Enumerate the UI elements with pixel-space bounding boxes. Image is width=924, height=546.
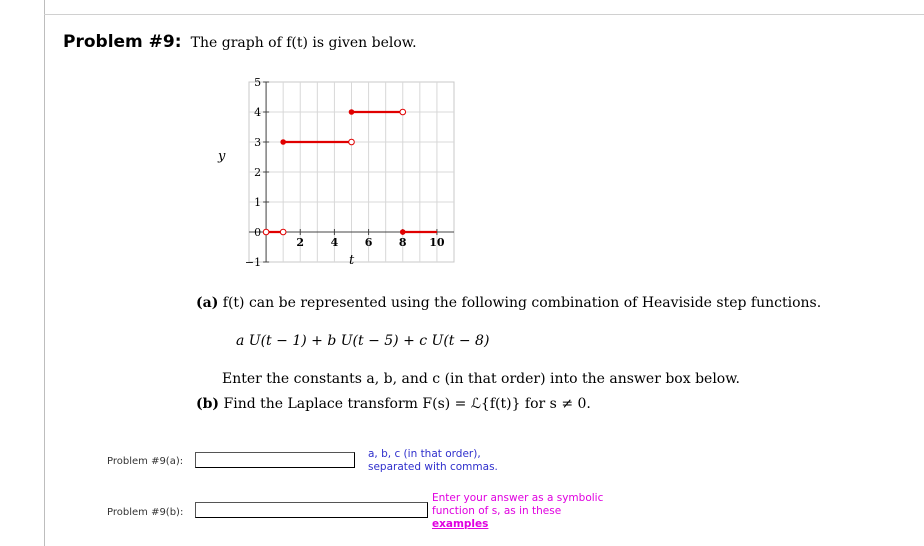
x-tick-label: 10 (429, 236, 445, 249)
problem-header (63, 32, 417, 52)
x-tick-label: 8 (398, 236, 407, 249)
problem-number: Problem #9: (63, 32, 182, 52)
x-tick-label: 6 (364, 236, 373, 249)
answer-b-hint (432, 492, 603, 531)
y-tick-label: 4 (254, 106, 262, 119)
x-axis-label: t (349, 253, 355, 268)
closed-endpoint (280, 139, 286, 145)
y-tick-label: −1 (244, 256, 262, 269)
closed-endpoint (400, 229, 406, 235)
part-b-label: (b) (196, 396, 220, 412)
left-border-line (44, 0, 45, 546)
examples-link[interactable]: examples (432, 518, 489, 530)
y-tick-label: 5 (254, 76, 262, 89)
open-endpoint (400, 109, 406, 115)
y-tick-label: 1 (254, 196, 262, 209)
part-b-text: Find the Laplace transform F(s) = ℒ{f(t)} for s ≠ 0. (223, 396, 591, 412)
y-tick-label: 3 (254, 136, 262, 149)
part-a-label: (a) (196, 295, 219, 311)
answer-a-hint-line1: a, b, c (in that order), (368, 448, 481, 460)
top-border-line (44, 14, 924, 15)
part-a-instruction: Enter the constants a, b, and c (in that order) into the answer box below. (222, 371, 741, 387)
part-b-statement (196, 396, 591, 412)
answer-b-label: Problem #9(b): (107, 507, 184, 518)
answer-a-hint (368, 448, 498, 474)
y-tick-label: 2 (254, 166, 262, 179)
heaviside-expression: a U(t − 1) + b U(t − 5) + c U(t − 8) (236, 333, 490, 349)
answer-b-hint-line1: Enter your answer as a symbolic (432, 492, 604, 504)
answer-b-hint-line2: function of s, as in these (432, 505, 562, 517)
graph-grid (249, 82, 454, 262)
part-a-statement (196, 295, 821, 311)
open-endpoint (263, 229, 269, 235)
open-endpoint (280, 229, 286, 235)
y-axis-label: y (218, 149, 226, 164)
answer-a-label: Problem #9(a): (107, 456, 184, 467)
answer-a-hint-line2: separated with commas. (368, 461, 498, 473)
open-endpoint (349, 139, 355, 145)
closed-endpoint (349, 109, 355, 115)
problem-intro: The graph of f(t) is given below. (190, 35, 417, 51)
y-tick-label: 0 (254, 226, 262, 239)
answer-b-input[interactable] (195, 502, 428, 518)
x-tick-label: 2 (296, 236, 305, 249)
x-tick-label: 4 (330, 236, 339, 249)
step-function-graph (196, 72, 476, 272)
part-a-text: f(t) can be represented using the following combination of Heaviside step functions. (222, 295, 822, 311)
answer-a-input[interactable] (195, 452, 355, 468)
